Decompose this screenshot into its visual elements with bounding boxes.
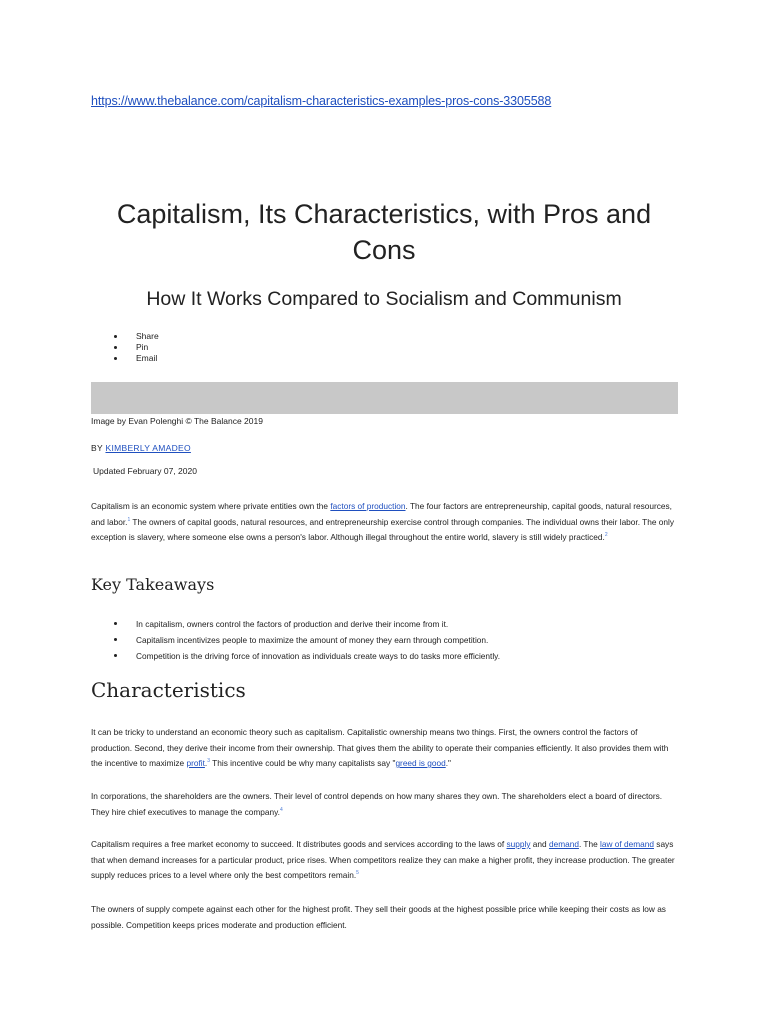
share-list bbox=[114, 331, 159, 364]
char-p1-text-3: This incentive could be why many capitalists say " bbox=[210, 758, 396, 768]
characteristics-paragraph-3 bbox=[91, 837, 679, 884]
updated-date: Updated February 07, 2020 bbox=[93, 466, 197, 476]
footnote-1[interactable]: 1 bbox=[127, 516, 131, 523]
intro-text-2: . The four factors are entrepreneurship, capital goods, natural resources, and labor. bbox=[91, 501, 672, 527]
greed-is-good-link[interactable]: greed is good bbox=[395, 758, 446, 768]
char-p3-text-2: and bbox=[530, 839, 549, 849]
char-p1-text-1: It can be tricky to understand an economic theory such as capitalism. Capitalistic ownership means two things. First, the owners control the factors of production. Second, they derive their income from their ownership. That gives them the ability to operate their companies efficiently. It also provides them with the incentive to maximize bbox=[91, 727, 669, 768]
share-item-pin[interactable]: Pin bbox=[114, 342, 159, 353]
footnote-2[interactable]: 2 bbox=[604, 532, 608, 539]
char-p3-text-4: says that when demand increases for a particular product, price rises. When competitors realize they can make a higher profit, they increase production. The greater supply reduces prices to a level where only the best competitors remain. bbox=[91, 839, 675, 880]
byline-prefix: BY bbox=[91, 443, 103, 453]
footnote-3[interactable]: 3 bbox=[207, 758, 211, 765]
key-takeaways-heading: Key Takeaways bbox=[91, 575, 215, 594]
takeaway-item: Capitalism incentivizes people to maximize the amount of money they earn through competition. bbox=[114, 632, 500, 648]
demand-link[interactable]: demand bbox=[548, 839, 579, 849]
image-caption: Image by Evan Polenghi © The Balance 2019 bbox=[91, 416, 263, 426]
char-p4-text-1: The owners of supply compete against each other for the highest profit. They sell their goods at the highest possible price while keeping their costs as low as possible. Competition keeps prices moderate and production efficient. bbox=[91, 904, 666, 930]
char-p3-text-1: Capitalism requires a free market economy to succeed. It distributes goods and services according to the laws of bbox=[91, 839, 507, 849]
char-p3-text-3: . The bbox=[578, 839, 601, 849]
characteristics-paragraph-2 bbox=[91, 789, 679, 820]
byline bbox=[91, 443, 191, 453]
footnote-4[interactable]: 4 bbox=[279, 806, 283, 813]
factors-of-production-link[interactable]: factors of production bbox=[330, 501, 406, 511]
char-p1-text-2: . bbox=[204, 758, 208, 768]
footnote-5[interactable]: 5 bbox=[356, 870, 359, 877]
source-url-link[interactable]: https://www.thebalance.com/capitalism-characteristics-examples-pros-cons-3305588 bbox=[91, 94, 552, 108]
article-image-placeholder bbox=[91, 382, 678, 414]
author-link[interactable]: KIMBERLY AMADEO bbox=[105, 443, 191, 453]
characteristics-heading: Characteristics bbox=[91, 678, 246, 702]
characteristics-paragraph-1 bbox=[91, 725, 679, 772]
intro-text-1: Capitalism is an economic system where private entities own the bbox=[91, 501, 331, 511]
share-item-share[interactable]: Share bbox=[114, 331, 159, 342]
intro-text-3: The owners of capital goods, natural resources, and entrepreneurship exercise control through companies. The individual owns their labor. The only exception is slavery, where someone else owns a person's labor. Although illegal throughout the entire world, slavery is still widely practiced. bbox=[91, 516, 674, 542]
takeaway-item: In capitalism, owners control the factors of production and derive their income from it. bbox=[114, 616, 500, 632]
intro-paragraph bbox=[91, 499, 679, 546]
share-item-email[interactable]: Email bbox=[114, 353, 159, 364]
supply-link[interactable]: supply bbox=[506, 839, 531, 849]
char-p1-text-4: ." bbox=[445, 758, 451, 768]
char-p2-text-1: In corporations, the shareholders are the owners. Their level of control depends on how many shares they own. The shareholders elect a board of directors. They hire chief executives to manage the company. bbox=[91, 791, 663, 817]
article-subtitle: How It Works Compared to Socialism and Communism bbox=[146, 288, 622, 310]
characteristics-paragraph-4 bbox=[91, 902, 679, 933]
law-of-demand-link[interactable]: law of demand bbox=[600, 839, 654, 849]
profit-link[interactable]: profit bbox=[186, 758, 205, 768]
takeaway-item: Competition is the driving force of innovation as individuals create ways to do tasks more efficiently. bbox=[114, 648, 500, 664]
article-title: Capitalism, Its Characteristics, with Pros and Cons bbox=[116, 199, 652, 265]
key-takeaways-list bbox=[114, 616, 500, 664]
